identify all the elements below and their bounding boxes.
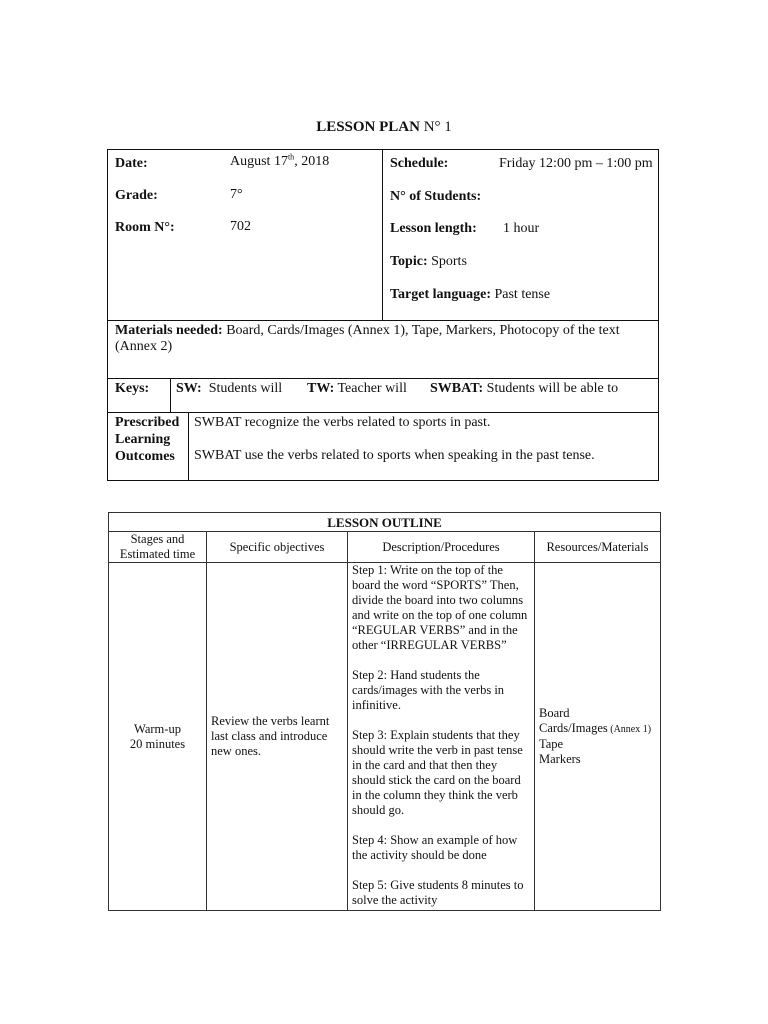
outcomes-divider — [188, 413, 189, 480]
info-divider — [382, 150, 383, 320]
key-swbat: SWBAT: Students will be able to — [430, 381, 619, 396]
key-sw: SW: Students will — [176, 381, 283, 396]
room-label: Room N°: — [115, 220, 175, 235]
lesson-length-value: 1 hour — [503, 221, 540, 236]
grade-value: 7° — [230, 187, 243, 202]
step-2: Step 2: Hand students the cards/images with the verbs in infinitive. — [352, 668, 505, 712]
materials-value: Board, Cards/Images (Annex 1), Tape, Markers, Photocopy of the text (Annex 2) — [115, 323, 620, 354]
date-value: August 17th, 2018 — [230, 152, 330, 169]
step-3: Step 3: Explain students that they should write the verb in past tense in the card and that then they should stick the card on the board in the column they think the verb should go. — [352, 728, 523, 817]
objective-cell: Review the verbs learnt last class and introduce new ones. — [207, 563, 348, 911]
header-description: Description/Procedures — [348, 532, 535, 563]
outline-title: LESSON OUTLINE — [109, 513, 661, 532]
outcomes-label-1: Prescribed — [115, 415, 180, 430]
outcome-1: SWBAT recognize the verbs related to sports in past. — [194, 415, 491, 430]
materials-needed — [107, 321, 659, 379]
learning-outcomes — [107, 413, 659, 481]
step-1: Step 1: Write on the top of the board the word “SPORTS” Then, divide the board into two columns and write on the top of one column “REGULAR VERBS” and in the other “IRREGULAR VERBS” — [352, 563, 528, 652]
schedule-label: Schedule: — [390, 156, 449, 171]
header-resources: Resources/Materials — [535, 532, 661, 563]
keys-label: Keys: — [115, 381, 150, 396]
outcomes-label-2: Learning — [115, 432, 171, 447]
stage-cell: Warm-up 20 minutes — [109, 563, 207, 911]
schedule-value: Friday 12:00 pm – 1:00 pm — [499, 156, 653, 171]
step-5: Step 5: Give students 8 minutes to solve the activity — [352, 878, 524, 907]
keys-divider — [170, 379, 171, 412]
header-stages: Stages and Estimated time — [109, 532, 207, 563]
grade-label: Grade: — [115, 188, 158, 203]
lesson-outline-table — [108, 512, 661, 911]
table-row — [109, 563, 661, 911]
students-label: N° of Students: — [390, 189, 482, 204]
lesson-length-label: Lesson length: — [390, 221, 477, 236]
page-title-bold: LESSON PLAN — [316, 119, 420, 135]
room-value: 702 — [230, 219, 251, 234]
keys-row — [107, 379, 659, 413]
key-tw: TW: Teacher will — [307, 381, 407, 396]
date-label: Date: — [115, 156, 148, 171]
resources-cell: Board Cards/Images (Annex 1) Tape Markers — [535, 563, 661, 911]
page-title-number: N° 1 — [419, 119, 452, 135]
materials-label: Materials needed: — [115, 323, 223, 338]
topic-field: Topic: Sports — [390, 254, 467, 269]
outcome-2: SWBAT use the verbs related to sports when speaking in the past tense. — [194, 448, 595, 463]
outcomes-label-3: Outcomes — [115, 449, 175, 464]
step-4: Step 4: Show an example of how the activity should be done — [352, 833, 518, 862]
procedures-cell — [348, 563, 535, 911]
header-objectives: Specific objectives — [207, 532, 348, 563]
target-language-field: Target language: Past tense — [390, 287, 551, 302]
lesson-info-box — [107, 149, 659, 321]
page-title — [0, 119, 768, 136]
